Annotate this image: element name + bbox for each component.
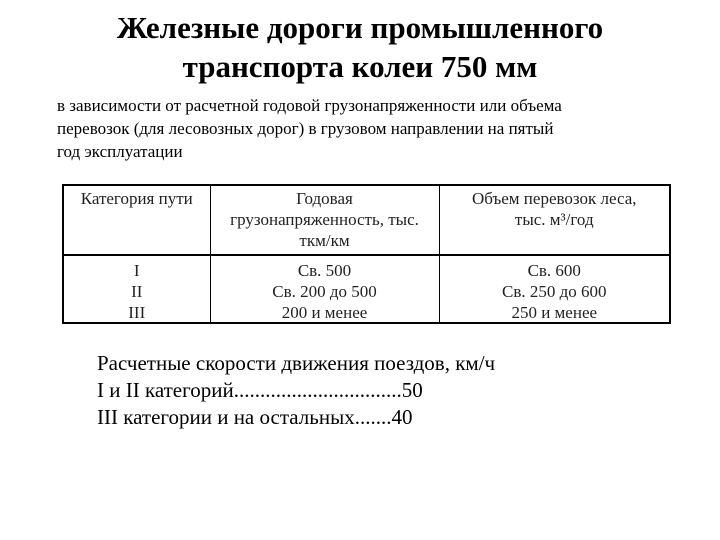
category-table — [62, 184, 671, 324]
design-speeds — [97, 350, 657, 431]
volume-cell: Св. 600 Св. 250 до 600 250 и менее — [501, 261, 607, 322]
subtitle-line-2: перевозок (для лесовозных дорог) в грузовом направлении на пятый — [57, 119, 554, 138]
load-cell: Св. 500 Св. 200 до 500 200 и менее — [210, 255, 439, 323]
table-header-row — [64, 186, 669, 255]
subtitle-line-1: в зависимости от расчетной годовой грузонапряженности или объема — [57, 96, 562, 115]
header-annual-load: Годовая грузонапряженность, тыс. ткм/км — [210, 186, 439, 255]
header-category: Категория пути — [64, 186, 210, 255]
title-line-2: транспорта колеи 750 мм — [182, 49, 538, 84]
speeds-line-2: III категории и на остальных.......40 — [97, 405, 413, 429]
table-row — [64, 255, 669, 323]
title-line-1: Железные дороги промышленного — [116, 10, 604, 45]
header-timber-volume: Объем перевозок леса, тыс. м³/год — [439, 186, 669, 255]
subtitle — [57, 94, 667, 163]
page-title — [60, 8, 660, 86]
subtitle-line-3: год эксплуатации — [57, 142, 183, 161]
speeds-heading: Расчетные скорости движения поездов, км/ч — [97, 351, 496, 375]
category-cell: I II III — [64, 255, 210, 323]
speeds-line-1: I и II категорий................................50 — [97, 378, 423, 402]
category-table-grid — [64, 186, 669, 323]
